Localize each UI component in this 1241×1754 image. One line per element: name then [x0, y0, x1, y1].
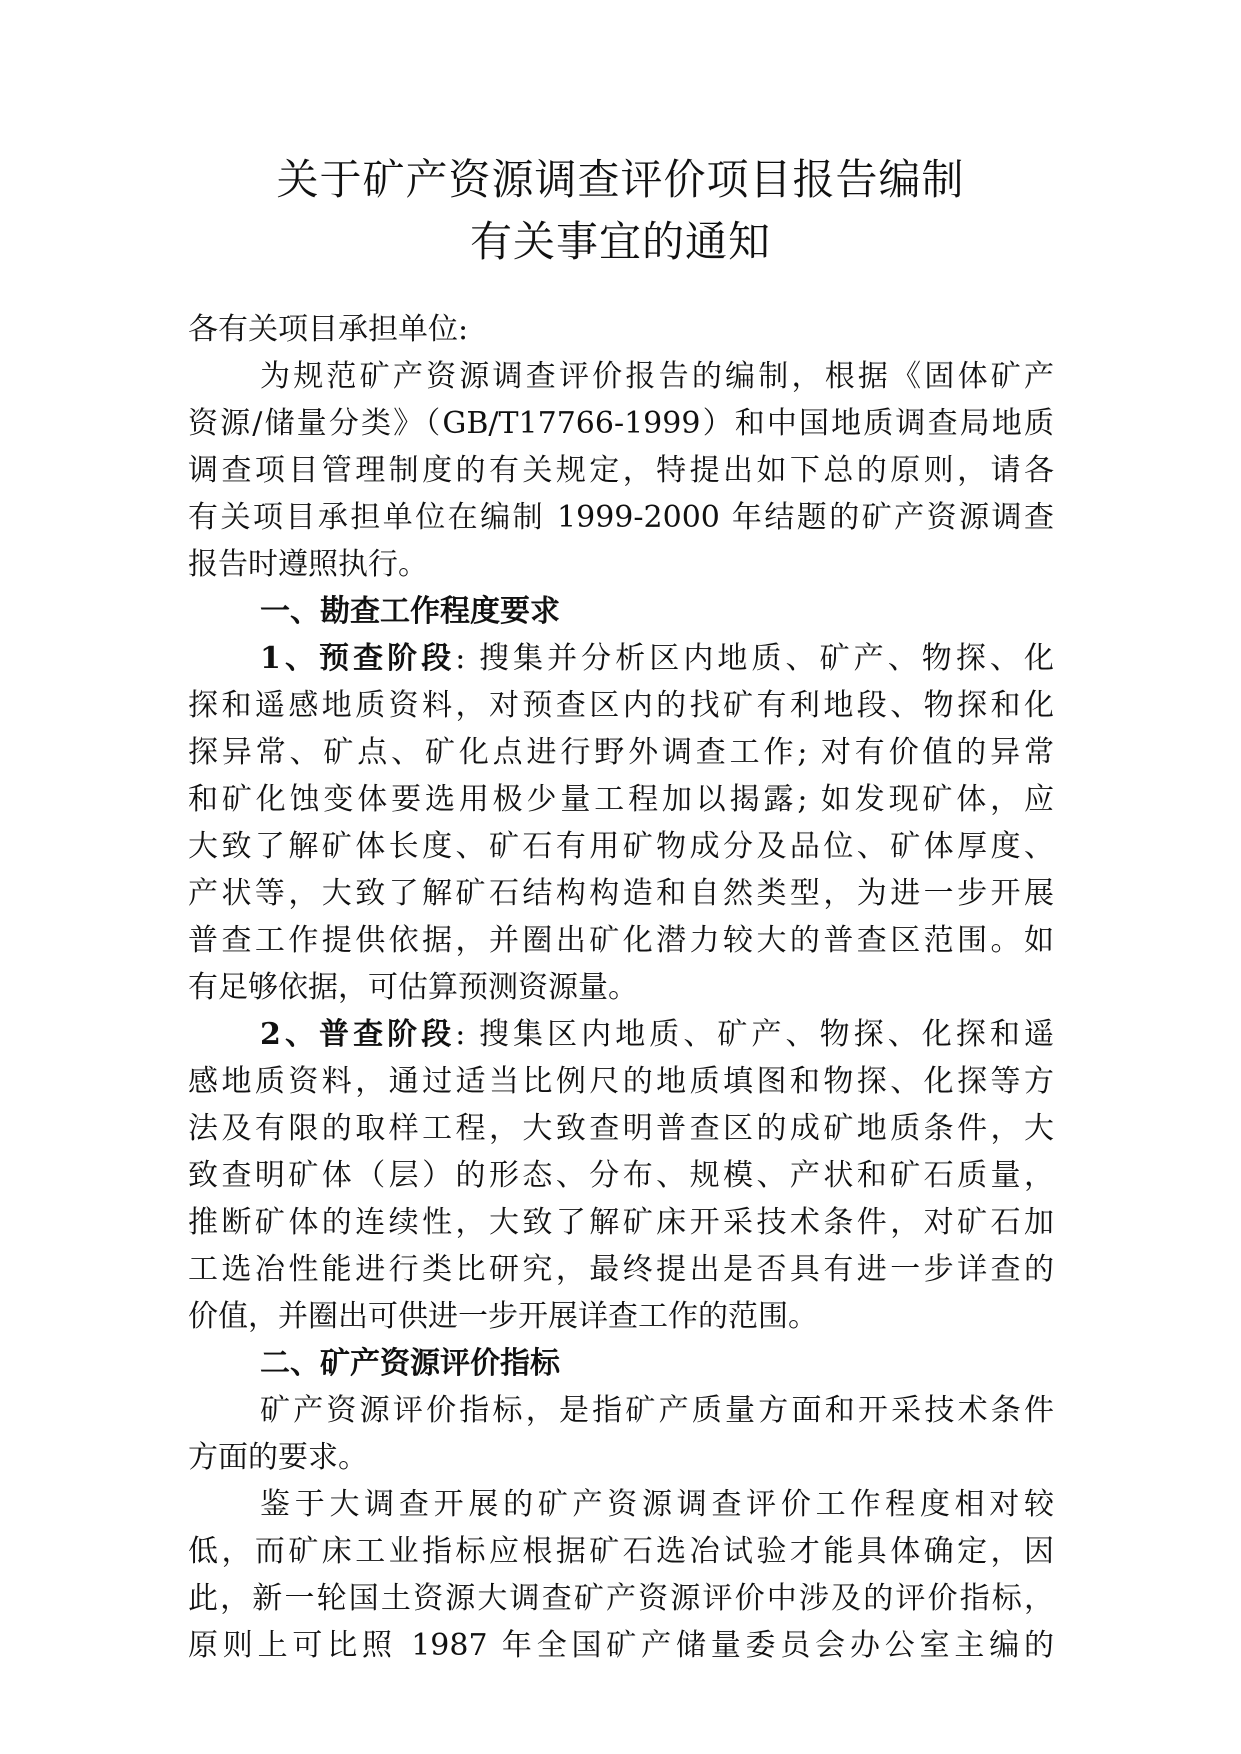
intro-line: 资源/储量分类》（GB/T17766-1999）和中国地质调查局地质 [188, 406, 1054, 441]
section-2-paragraph-2-line: 鉴于大调查开展的矿产资源调查评价工作程度相对较 [260, 1487, 1054, 1522]
item-1-line: 产状等，大致了解矿石结构构造和自然类型，为进一步开展 [188, 876, 1054, 911]
item-2-line: 工选冶性能进行类比研究，最终提出是否具有进一步详查的 [188, 1252, 1054, 1287]
section-2-paragraph-2-line: 此，新一轮国土资源大调查矿产资源评价中涉及的评价指标， [188, 1581, 1054, 1616]
section-2-paragraph-2-line: 原则上可比照 1987 年全国矿产储量委员会办公室主编的 [188, 1628, 1054, 1663]
item-2-first-line [188, 1011, 1054, 1058]
section-2-heading: 二、矿产资源评价指标 [260, 1346, 560, 1381]
section-2-paragraph-1-line: 方面的要求。 [188, 1440, 368, 1475]
document-body [188, 306, 1054, 1669]
item-2-line: 推断矿体的连续性，大致了解矿床开采技术条件，对矿石加 [188, 1205, 1054, 1240]
item-2-line: 感地质资料，通过适当比例尺的地质填图和物探、化探等方 [188, 1064, 1054, 1099]
item-2-line: 法及有限的取样工程，大致查明普查区的成矿地质条件，大 [188, 1111, 1054, 1146]
item-2-line: 致查明矿体（层）的形态、分布、规模、产状和矿石质量， [188, 1158, 1054, 1193]
intro-line: 有关项目承担单位在编制 1999-2000 年结题的矿产资源调查 [188, 500, 1054, 535]
section-2-paragraph-2-line: 低，而矿床工业指标应根据矿石选冶试验才能具体确定，因 [188, 1534, 1054, 1569]
item-1-first-line [188, 635, 1054, 682]
intro-line: 报告时遵照执行。 [188, 547, 428, 582]
item-2-text: : 搜集区内地质、矿产、物探、化探和遥 [455, 1017, 1054, 1052]
item-2-label: 2、普查阶段 [260, 1017, 456, 1052]
document-title-line-1: 关于矿产资源调查评价项目报告编制 [276, 155, 965, 204]
item-1-line: 大致了解矿体长度、矿石有用矿物成分及品位、矿体厚度、 [188, 829, 1054, 864]
item-1-line: 有足够依据，可估算预测资源量。 [188, 970, 638, 1005]
item-1-line: 和矿化蚀变体要选用极少量工程加以揭露; 如发现矿体，应 [188, 782, 1054, 817]
item-2-line: 价值，并圈出可供进一步开展详查工作的范围。 [188, 1299, 818, 1334]
item-1-line: 普查工作提供依据，并圈出矿化潜力较大的普查区范围。如 [188, 923, 1054, 958]
item-1-line: 探异常、矿点、矿化点进行野外调查工作; 对有价值的异常 [188, 735, 1054, 770]
item-1-text: : 搜集并分析区内地质、矿产、物探、化 [455, 641, 1054, 676]
intro-line: 调查项目管理制度的有关规定，特提出如下总的原则，请各 [188, 453, 1054, 488]
intro-line: 为规范矿产资源调查评价报告的编制，根据《固体矿产 [260, 359, 1054, 394]
section-2-paragraph-1-line: 矿产资源评价指标，是指矿产质量方面和开采技术条件 [260, 1393, 1054, 1428]
document-title-line-2: 有关事宜的通知 [469, 217, 771, 266]
item-1-label: 1、预查阶段 [260, 641, 456, 676]
item-1-line: 探和遥感地质资料，对预查区内的找矿有利地段、物探和化 [188, 688, 1054, 723]
salutation: 各有关项目承担单位: [188, 312, 469, 347]
section-1-heading: 一、勘查工作程度要求 [260, 594, 560, 629]
